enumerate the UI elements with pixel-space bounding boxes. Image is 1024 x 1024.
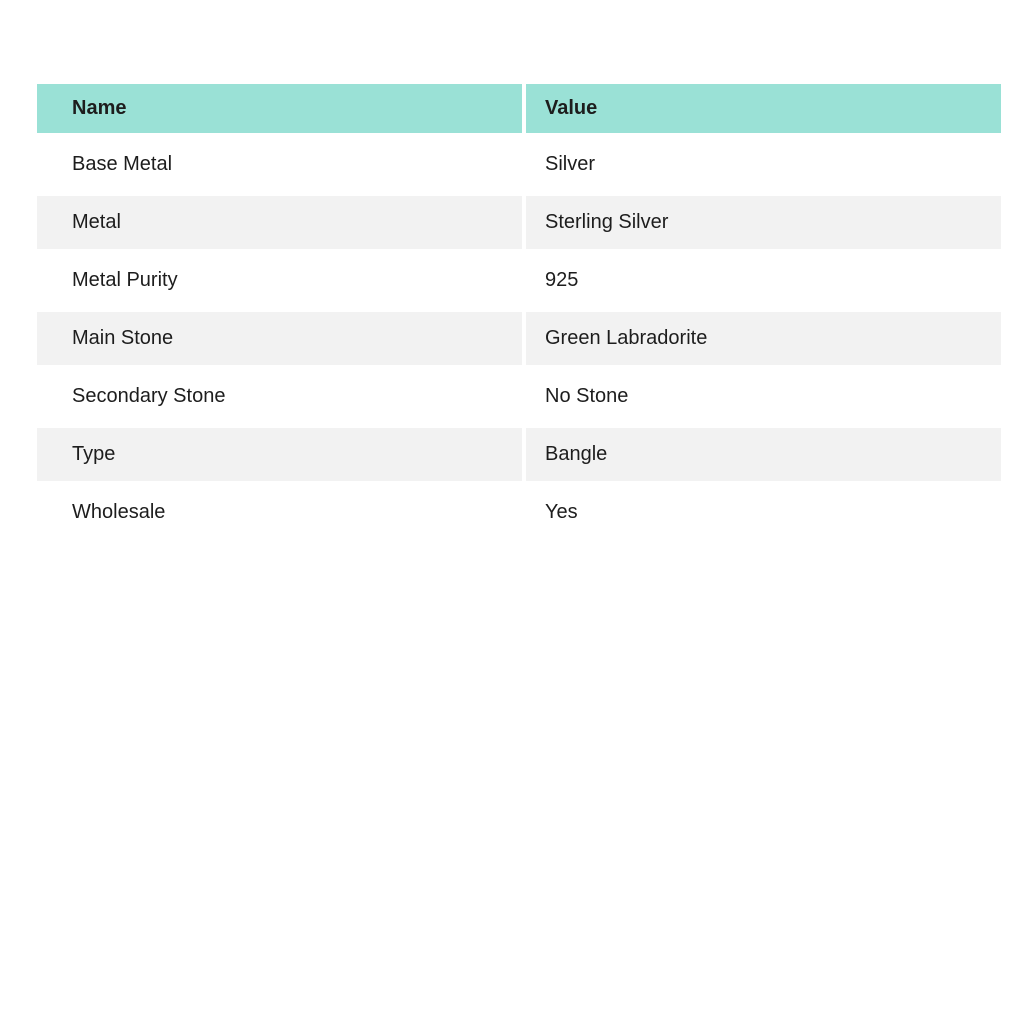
header-row <box>37 84 1001 138</box>
attribute-value-cell: No Stone <box>526 370 1001 428</box>
attribute-name-cell: Wholesale <box>37 486 526 544</box>
table-row <box>37 486 1001 544</box>
column-header-name: Name <box>37 84 526 138</box>
column-header-value: Value <box>526 84 1001 138</box>
attribute-value-cell: Bangle <box>526 428 1001 486</box>
attribute-name-cell: Type <box>37 428 526 486</box>
table-header <box>37 84 1001 138</box>
attribute-name-cell: Metal <box>37 196 526 254</box>
table-body <box>37 138 1001 544</box>
attribute-value-cell: 925 <box>526 254 1001 312</box>
attribute-name-cell: Base Metal <box>37 138 526 196</box>
attribute-value-cell: Silver <box>526 138 1001 196</box>
attribute-value-cell: Sterling Silver <box>526 196 1001 254</box>
attribute-name-cell: Secondary Stone <box>37 370 526 428</box>
table-row <box>37 370 1001 428</box>
product-attributes-table <box>37 84 1001 544</box>
attribute-name-cell: Metal Purity <box>37 254 526 312</box>
table-row <box>37 196 1001 254</box>
table-row <box>37 138 1001 196</box>
table-row <box>37 312 1001 370</box>
attribute-value-cell: Green Labradorite <box>526 312 1001 370</box>
attribute-name-cell: Main Stone <box>37 312 526 370</box>
table-row <box>37 254 1001 312</box>
attribute-value-cell: Yes <box>526 486 1001 544</box>
table-row <box>37 428 1001 486</box>
